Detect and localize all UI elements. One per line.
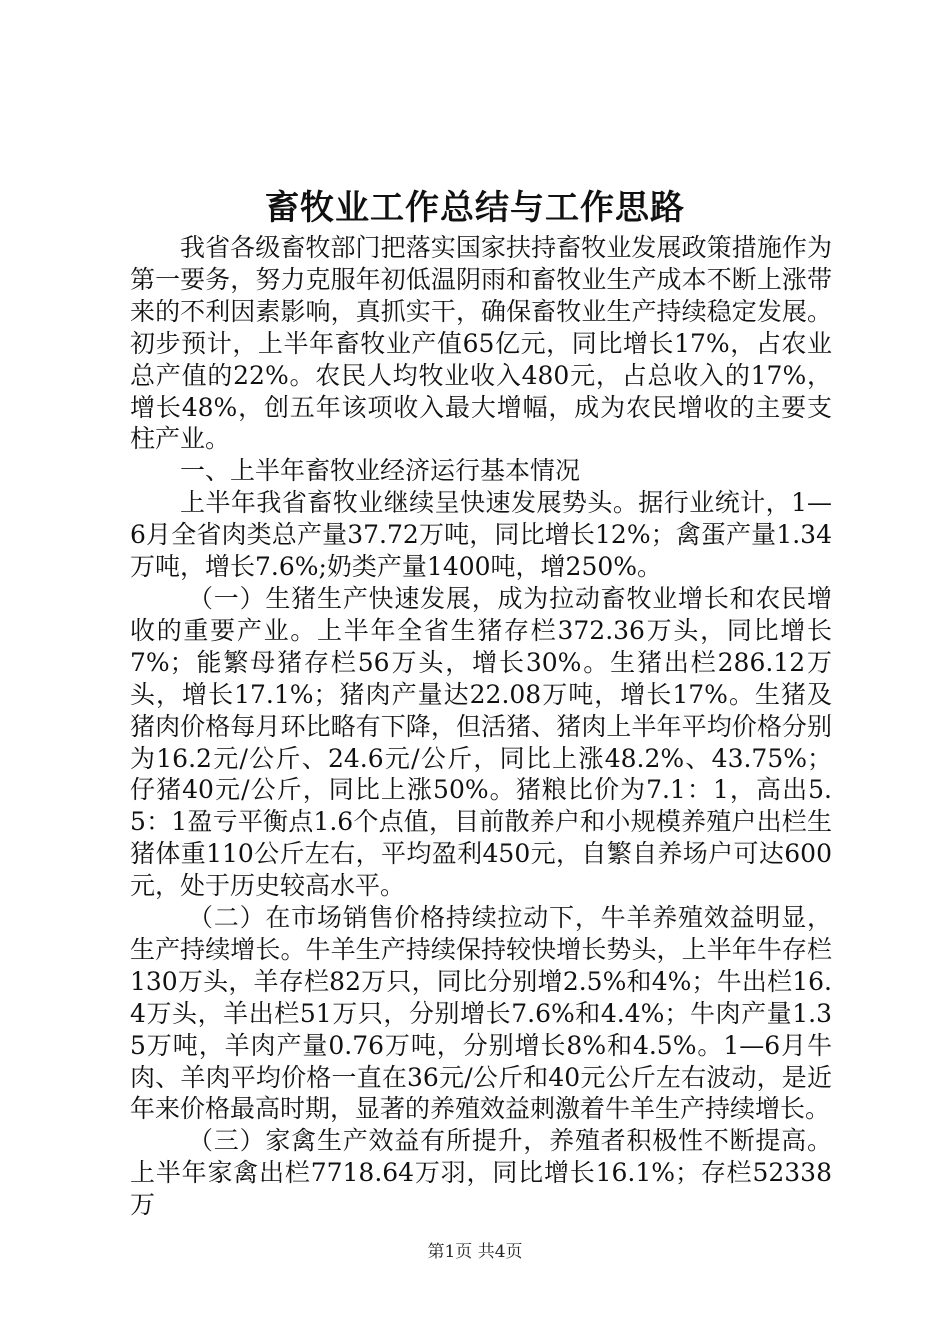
paragraph-pigs: （一）生猪生产快速发展，成为拉动畜牧业增长和农民增收的重要产业。上半年全省生猪存栏372.36万头，同比增长7%；能繁母猪存栏56万头，增长30%。生猪出栏286.12万头，增长17.1%；猪肉产量达22.08万吨，增长17%。生猪及猪肉价格每月环比略有下降，但活猪、猪肉上半年平均价格分别为16.2元/公斤、24.6元/公斤，同比上涨48.2%、43.75%；仔猪40元/公斤，同比上涨50%。猪粮比价为7.1：1，高出5.5：1盈亏平衡点1.6个点值，目前散养户和小规模养殖户出栏生猪体重110公斤左右，平均盈利450元，自繁自养场户可达600元，处于历史较高水平。 bbox=[130, 583, 832, 901]
paragraph-overview: 上半年我省畜牧业继续呈快速发展势头。据行业统计，1—6月全省肉类总产量37.72万吨，同比增长12%；禽蛋产量1.34万吨，增长7.6%;奶类产量1400吨，增250%。 bbox=[130, 488, 832, 582]
document-body bbox=[130, 232, 832, 1221]
document-title: 畜牧业工作总结与工作思路 bbox=[265, 188, 685, 228]
page-footer: 第1页 共4页 bbox=[427, 1242, 523, 1262]
section-heading: 一、上半年畜牧业经济运行基本情况 bbox=[180, 456, 581, 486]
paragraph-poultry: （三）家禽生产效益有所提升，养殖者积极性不断提高。上半年家禽出栏7718.64万羽，同比增长16.1%；存栏52338万 bbox=[130, 1126, 832, 1220]
paragraph-cattle-sheep: （二）在市场销售价格持续拉动下，牛羊养殖效益明显，生产持续增长。牛羊生产持续保持较快增长势头，上半年牛存栏130万头，羊存栏82万只，同比分别增2.5%和4%；牛出栏16.4万头，羊出栏51万只，分别增长7.6%和4.4%；牛肉产量1.35万吨，羊肉产量0.76万吨，分别增长8%和4.5%。1—6月牛肉、羊肉平均价格一直在36元/公斤和40元公斤左右波动，是近年来价格最高时期，显著的养殖效益刺激着牛羊生产持续增长。 bbox=[130, 903, 832, 1124]
paragraph-intro: 我省各级畜牧部门把落实国家扶持畜牧业发展政策措施作为第一要务，努力克服年初低温阴雨和畜牧业生产成本不断上涨带来的不利因素影响，真抓实干，确保畜牧业生产持续稳定发展。初步预计，上半年畜牧业产值65亿元，同比增长17%，占农业总产值的22%。农民人均牧业收入480元，占总收入的17%，增长48%，创五年该项收入最大增幅，成为农民增收的主要支柱产业。 bbox=[130, 233, 832, 454]
